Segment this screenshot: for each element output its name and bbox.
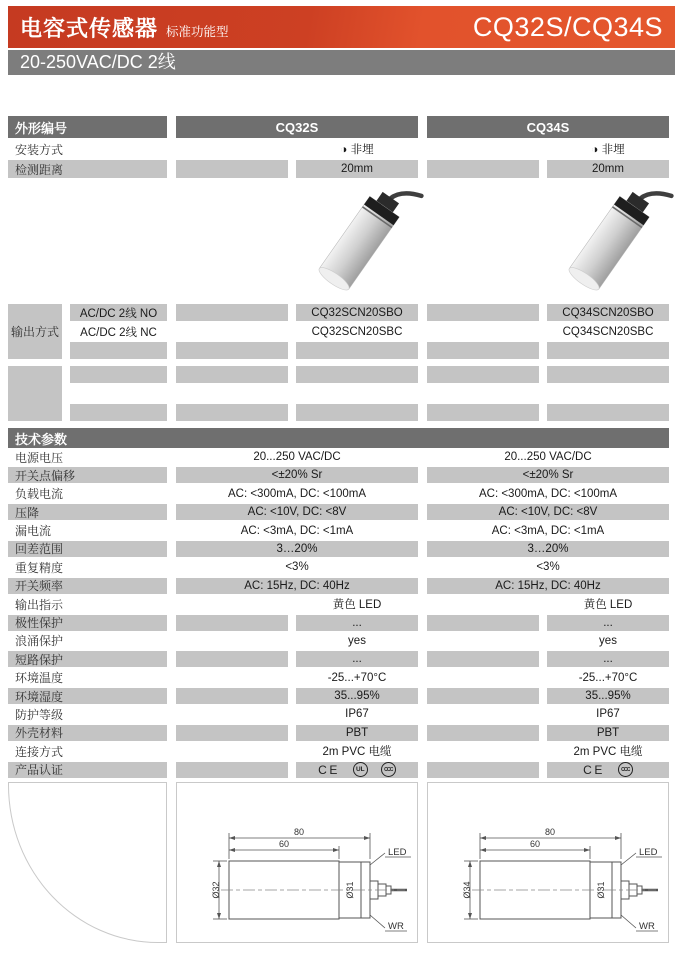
empty-block-label <box>8 366 62 421</box>
wr-callout: WR <box>639 921 655 932</box>
spec-value-cq32s: <±20% Sr <box>176 467 418 483</box>
spec-value-cq34s: <3% <box>536 561 560 574</box>
spec-value-cq34s: PBT <box>547 725 669 741</box>
output-row-nc <box>70 323 669 340</box>
voltage-strip: 20-250VAC/DC 2线 <box>8 50 675 75</box>
mounting-row <box>8 140 669 158</box>
spec-value-cq32s: AC: <3mA, DC: <1mA <box>240 524 354 537</box>
dimension-box-left <box>8 782 167 943</box>
ul-mark-icon: UL <box>353 762 368 777</box>
dimension-drawing-cq32s <box>176 782 418 943</box>
column-header-cq32s: CQ32S <box>176 116 418 138</box>
spec-row-voltage-drop <box>8 504 669 520</box>
certification-marks-cq32s <box>296 762 418 778</box>
spec-row-ambient-humidity <box>8 688 669 704</box>
tech-params-header: 技术参数 <box>8 428 669 448</box>
spec-row-power-voltage <box>8 449 669 465</box>
spec-row-switching-frequency <box>8 578 669 594</box>
spec-row-connection-type <box>8 743 669 759</box>
dia-31-label: Ø31 <box>345 881 355 899</box>
dimension-drawing-cq34s <box>427 782 669 943</box>
dim-60-label: 60 <box>529 839 541 849</box>
spec-row-polarity-protection <box>8 615 669 631</box>
spec-value-cq32s: 2m PVC 电缆 <box>322 746 392 759</box>
spec-label: 连接方式 <box>15 744 64 759</box>
spec-value-cq32s: ... <box>296 615 418 631</box>
spec-value-cq32s: 3…20% <box>176 541 418 557</box>
spec-value-cq34s: 20...250 VAC/DC <box>504 451 592 463</box>
cq34s-dimension-svg <box>428 827 668 947</box>
model-cq34s-nc: CQ34SCN20SBC <box>562 325 654 338</box>
mounting-value-cq32s: ◑ 非埋 <box>340 144 374 156</box>
spec-label: 极性保护 <box>8 615 167 631</box>
ce-mark-icon: CE <box>583 762 605 777</box>
spec-value-cq34s: 35...95% <box>547 688 669 704</box>
empty-row-2 <box>70 385 669 402</box>
spec-value-cq32s: AC: <300mA, DC: <100mA <box>227 487 367 500</box>
spec-row-short-circuit-protection <box>8 651 669 667</box>
spec-value-cq32s: AC: 15Hz, DC: 40Hz <box>176 578 418 594</box>
spec-row-repeat-accuracy <box>8 559 669 575</box>
spec-label: 环境温度 <box>15 671 64 686</box>
spec-value-cq34s: AC: <3mA, DC: <1mA <box>491 524 605 537</box>
dim-60-label: 60 <box>278 839 290 849</box>
spec-value-cq32s: 黄色 LED <box>332 599 382 612</box>
dia-31-label: Ø31 <box>596 881 606 899</box>
spec-value-cq32s: yes <box>348 634 366 647</box>
model-cq32s-no: CQ32SCN20SBO <box>296 304 418 321</box>
page-title: 电容式传感器 <box>20 15 159 41</box>
spec-label: 漏电流 <box>15 524 52 539</box>
product-photo-cq32s <box>295 190 425 302</box>
spec-label: 开关频率 <box>8 578 167 594</box>
spec-row-certification <box>8 762 669 778</box>
spec-value-cq32s: 35...95% <box>296 688 418 704</box>
spec-label: 负载电流 <box>15 487 64 502</box>
distance-value-cq34s: 20mm <box>547 160 669 178</box>
spec-label: 浪涌保护 <box>15 634 64 649</box>
distance-label: 检测距离 <box>8 160 167 178</box>
spec-value-cq32s: 20...250 VAC/DC <box>253 451 341 463</box>
product-photo-cq34s <box>545 190 675 302</box>
header-banner <box>8 6 675 48</box>
spec-value-cq34s: ... <box>547 651 669 667</box>
dim-80-label: 80 <box>544 827 556 837</box>
spec-row-surge-protection <box>8 633 669 649</box>
spec-row-housing-material <box>8 725 669 741</box>
dia-32-label: Ø32 <box>211 881 221 899</box>
output-row-empty <box>70 342 669 359</box>
dim-80-label: 80 <box>293 827 305 837</box>
empty-row-1 <box>70 366 669 383</box>
mounting-value-cq34s: ◑ 非埋 <box>591 144 625 156</box>
spec-row-ambient-temperature <box>8 670 669 686</box>
spec-value-cq34s: 3…20% <box>427 541 669 557</box>
spec-label: 防护等级 <box>15 707 64 722</box>
spec-value-cq34s: AC: 15Hz, DC: 40Hz <box>427 578 669 594</box>
spec-row-switch-point-drift <box>8 467 669 483</box>
certification-marks-cq34s <box>547 762 669 778</box>
distance-value-cq32s: 20mm <box>296 160 418 178</box>
spec-label: 重复精度 <box>15 560 64 575</box>
spec-row-protection-rating <box>8 706 669 722</box>
led-callout: LED <box>639 847 658 858</box>
spec-value-cq32s: ... <box>296 651 418 667</box>
output-row-no <box>70 304 669 321</box>
ccc-mark-icon: CCC <box>618 762 633 777</box>
spec-label: 开关点偏移 <box>8 467 167 483</box>
spec-label: 外壳材料 <box>8 725 167 741</box>
spec-value-cq34s: IP67 <box>596 708 620 721</box>
spec-label: 压降 <box>8 504 167 520</box>
ccc-mark-icon: CCC <box>381 762 396 777</box>
wr-callout: WR <box>388 921 404 932</box>
cq32s-dimension-svg <box>177 827 417 947</box>
spec-value-cq34s: 2m PVC 电缆 <box>573 746 643 759</box>
tech-params-table <box>8 449 669 778</box>
spec-label: 短路保护 <box>8 651 167 667</box>
led-callout: LED <box>388 847 407 858</box>
spec-value-cq34s: ... <box>547 615 669 631</box>
output-type-label: 输出方式 <box>8 304 62 359</box>
spec-value-cq34s: AC: <300mA, DC: <100mA <box>478 487 618 500</box>
spec-value-cq32s: AC: <10V, DC: <8V <box>176 504 418 520</box>
spec-value-cq32s: <3% <box>285 561 309 574</box>
spec-row-output-indicator <box>8 596 669 612</box>
spec-label: 产品认证 <box>8 762 167 778</box>
spec-row-load-current <box>8 486 669 502</box>
spec-value-cq34s: -25...+70°C <box>578 671 638 684</box>
spec-row-leakage-current <box>8 523 669 539</box>
spec-value-cq32s: IP67 <box>345 708 369 721</box>
spec-label: 输出指示 <box>15 597 64 612</box>
header-left <box>20 12 229 43</box>
model-cq34s-no: CQ34SCN20SBO <box>547 304 669 321</box>
spec-value-cq34s: AC: <10V, DC: <8V <box>427 504 669 520</box>
spec-label: 电源电压 <box>15 450 64 465</box>
spec-value-cq34s: yes <box>599 634 617 647</box>
empty-row-3 <box>70 404 669 421</box>
spec-value-cq34s: 黄色 LED <box>583 599 633 612</box>
shape-code-header: 外形编号 <box>8 116 167 138</box>
output-condition-no: AC/DC 2线 NO <box>70 304 167 321</box>
spec-value-cq34s: <±20% Sr <box>427 467 669 483</box>
spec-value-cq32s: PBT <box>296 725 418 741</box>
page-subtitle: 标准功能型 <box>166 24 229 39</box>
spec-row-hysteresis-range <box>8 541 669 557</box>
dia-34-label: Ø34 <box>462 881 472 899</box>
output-condition-nc: AC/DC 2线 NC <box>80 326 157 339</box>
spec-label: 环境湿度 <box>8 688 167 704</box>
spec-label: 回差范围 <box>8 541 167 557</box>
spec-value-cq32s: -25...+70°C <box>327 671 387 684</box>
mounting-label: 安装方式 <box>15 142 64 157</box>
selection-header-row <box>8 116 669 138</box>
ce-mark-icon: CE <box>318 762 340 777</box>
model-cq32s-nc: CQ32SCN20SBC <box>311 325 403 338</box>
distance-row <box>8 160 669 178</box>
model-range: CQ32S/CQ34S <box>472 11 663 42</box>
column-header-cq34s: CQ34S <box>427 116 669 138</box>
